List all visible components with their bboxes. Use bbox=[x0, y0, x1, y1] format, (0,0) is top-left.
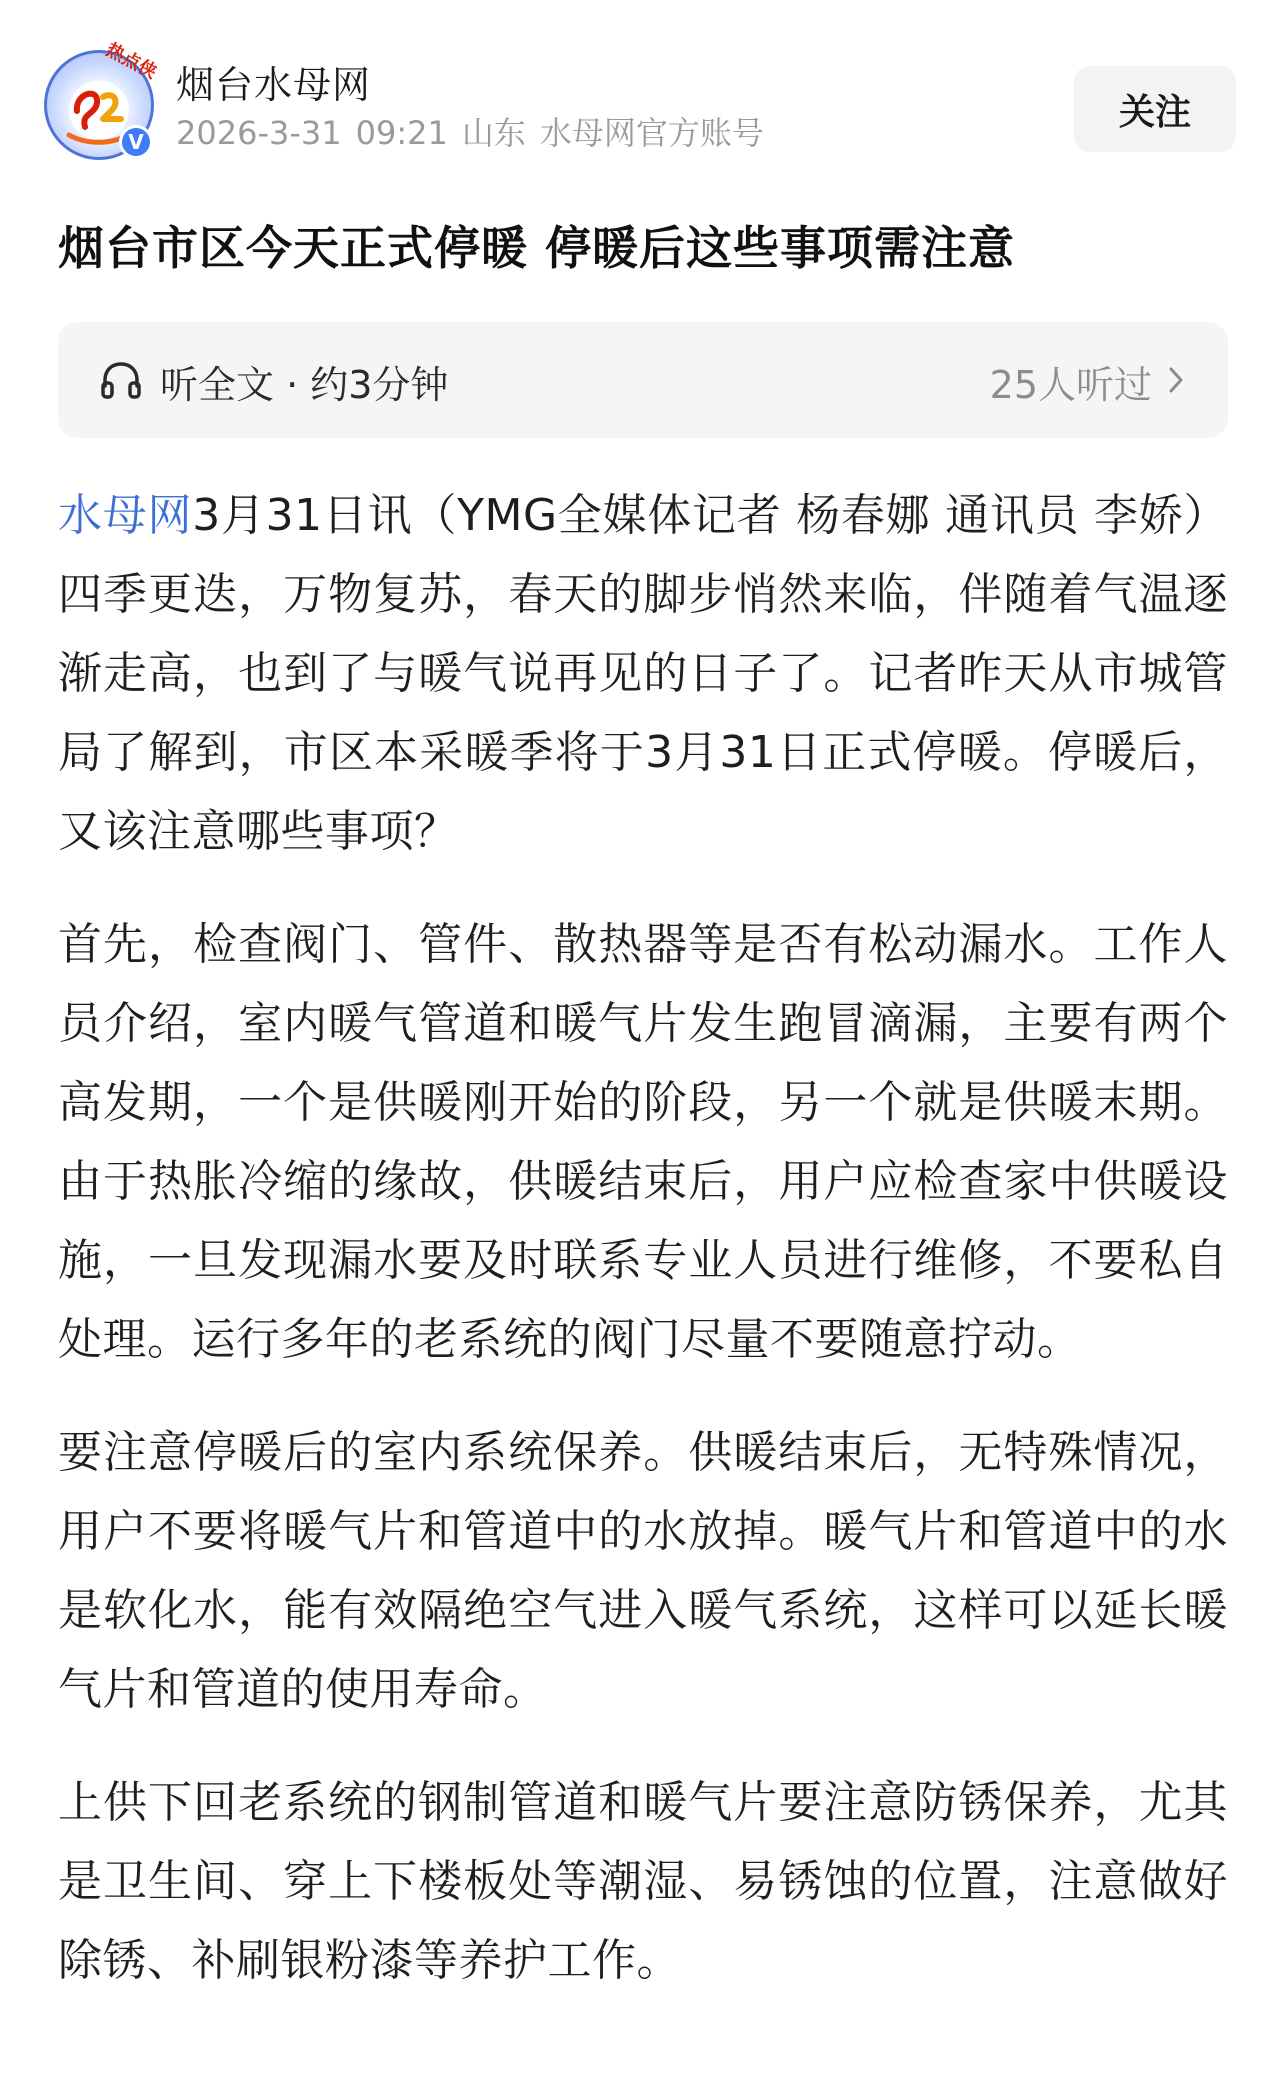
verified-badge-icon: V bbox=[119, 125, 153, 159]
article-body bbox=[58, 476, 1228, 2034]
post-meta bbox=[176, 108, 778, 154]
avatar[interactable] bbox=[44, 39, 161, 160]
follow-button[interactable]: 关注 bbox=[1074, 66, 1236, 152]
headphone-icon bbox=[100, 360, 142, 400]
listen-label: 听全文 · 约3分钟 bbox=[160, 363, 449, 407]
paragraph: 首先，检查阀门、管件、散热器等是否有松动漏水。工作人员介绍，室内暖气管道和暖气片发生跑冒滴漏，主要有两个高发期，一个是供暖刚开始的阶段，另一个就是供暖末期。由于热胀冷缩的缘故，供暖结束后，用户应检查家中供暖设施，一旦发现漏水要及时联系专业人员进行维修，不要私自处理。运行多年的老系统的阀门尽量不要随意拧动。 bbox=[58, 919, 1228, 1365]
lead-paragraph bbox=[58, 476, 1228, 871]
account-name[interactable]: 烟台水母网 bbox=[176, 63, 372, 107]
account-type: 水母网官方账号 bbox=[539, 114, 764, 152]
article-title: 烟台市区今天正式停暖 停暖后这些事项需注意 bbox=[58, 221, 1016, 275]
post-date: 2026-3-31 bbox=[176, 114, 342, 152]
lead-text: 3月31日讯（YMG全媒体记者 杨春娜 通讯员 李娇）四季更迭，万物复苏，春天的脚步悄然来临，伴随着气温逐渐走高，也到了与暖气说再见的日子了。记者昨天从市城管局了解到，市区本采暖季将于3月31日正式停暖。停暖后，又该注意哪些事项？ bbox=[58, 490, 1228, 857]
paragraph: 上供下回老系统的钢制管道和暖气片要注意防锈保养，尤其是卫生间、穿上下楼板处等潮湿、易锈蚀的位置，注意做好除锈、补刷银粉漆等养护工作。 bbox=[58, 1777, 1228, 1986]
post-region: 山东 bbox=[461, 114, 526, 152]
account-header bbox=[44, 39, 1236, 164]
chevron-right-icon bbox=[1166, 364, 1186, 396]
avatar-tag: 热点侠 bbox=[102, 39, 161, 84]
listen-count: 25人听过 bbox=[989, 363, 1152, 407]
paragraph: 要注意停暖后的室内系统保养。供暖结束后，无特殊情况，用户不要将暖气片和管道中的水放掉。暖气片和管道中的水是软化水，能有效隔绝空气进入暖气系统，这样可以延长暖气片和管道的使用寿命。 bbox=[58, 1427, 1228, 1715]
post-time: 09:21 bbox=[355, 114, 448, 152]
listen-full-text-bar[interactable] bbox=[58, 322, 1228, 438]
source-link[interactable]: 水母网 bbox=[58, 490, 193, 541]
